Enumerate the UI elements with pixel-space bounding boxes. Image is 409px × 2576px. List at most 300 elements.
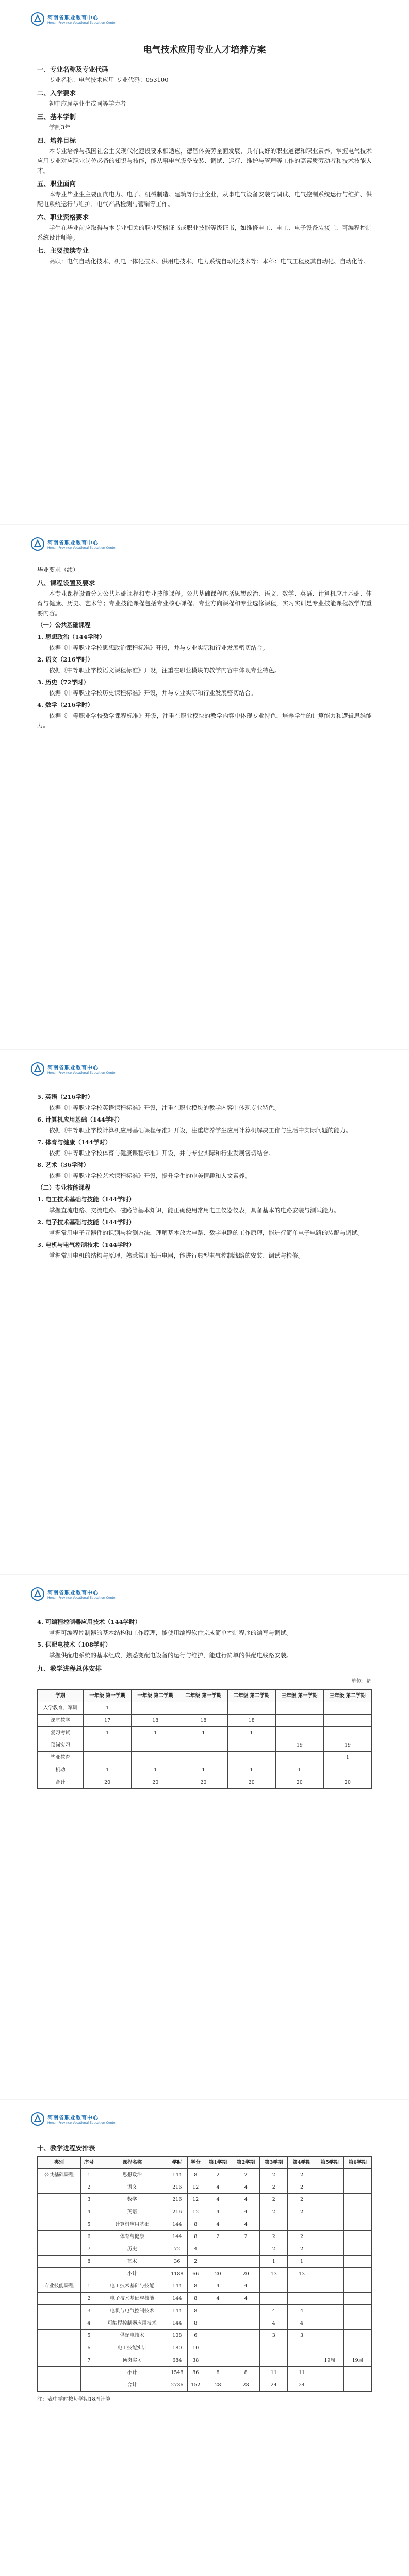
table-cell: 4 bbox=[232, 2206, 260, 2218]
table-cell bbox=[38, 2379, 81, 2392]
org-name-en: Henan Province Vocational Education Center bbox=[47, 1071, 117, 1075]
table-row bbox=[38, 2342, 372, 2354]
table-cell: 艺术 bbox=[97, 2256, 167, 2268]
table-row bbox=[38, 1776, 372, 1789]
table-cell: 4 bbox=[260, 2317, 288, 2330]
paragraph: 依据《中等职业学校思想政治课程标准》开设，并与专业实际和行业发展密切结合。 bbox=[49, 644, 269, 651]
paragraph: 初中应届毕业生或同等学力者 bbox=[49, 100, 126, 107]
table-cell bbox=[343, 2181, 371, 2194]
table-cell bbox=[80, 2367, 97, 2379]
paragraph: 依据《中等职业学校英语课程标准》开设，注重在职业模块的教学内容中体现专业特色。 bbox=[49, 1104, 281, 1111]
table-cell bbox=[179, 1739, 227, 1752]
table-cell bbox=[316, 2367, 343, 2379]
table-cell: 专业技能课程 bbox=[38, 2280, 81, 2293]
table-cell: 2 bbox=[288, 2243, 316, 2256]
page-2 bbox=[0, 525, 409, 1095]
table-cell: 5 bbox=[80, 2330, 97, 2342]
table-cell bbox=[275, 1727, 323, 1739]
table-cell: 20 bbox=[323, 1776, 371, 1789]
table-header-cell: 一年级 第一学期 bbox=[84, 1690, 132, 1702]
table-header-cell: 三年级 第一学期 bbox=[275, 1690, 323, 1702]
table-cell: 4 bbox=[204, 2194, 232, 2206]
paragraph: 掌握供配电系统的基本组成，熟悉变配电设备的运行与维护，能进行简单的供配电线路安装。 bbox=[49, 1652, 292, 1659]
table-cell bbox=[232, 2342, 260, 2354]
page-4 bbox=[0, 1575, 409, 2145]
table-row bbox=[38, 2268, 372, 2280]
table-cell: 小计 bbox=[97, 2268, 167, 2280]
table-cell bbox=[288, 2342, 316, 2354]
table-cell bbox=[288, 2293, 316, 2305]
table-cell bbox=[316, 2256, 343, 2268]
table-cell bbox=[204, 2354, 232, 2367]
section-heading: 五、职业面向 bbox=[37, 180, 76, 188]
table-row bbox=[38, 2367, 372, 2379]
table-row bbox=[38, 2231, 372, 2243]
table-cell: 2 bbox=[204, 2169, 232, 2181]
table-cell bbox=[232, 2330, 260, 2342]
table-cell bbox=[132, 1702, 179, 1715]
table-cell bbox=[204, 2330, 232, 2342]
table-cell: 1 bbox=[227, 1764, 275, 1776]
table-cell: 144 bbox=[167, 2280, 187, 2293]
table-cell: 13 bbox=[288, 2268, 316, 2280]
table-cell: 2 bbox=[260, 2181, 288, 2194]
table-cell: 8 bbox=[187, 2293, 204, 2305]
table-cell: 电工技术基础与技能 bbox=[97, 2280, 167, 2293]
table-cell: 1 bbox=[84, 1764, 132, 1776]
table-cell: 计算机应用基础 bbox=[97, 2218, 167, 2231]
table-cell: 1 bbox=[275, 1764, 323, 1776]
table-cell: 72 bbox=[167, 2243, 187, 2256]
document-title: 电气技术应用专业人才培养方案 bbox=[143, 45, 266, 55]
table-cell bbox=[323, 1727, 371, 1739]
table-cell: 语文 bbox=[97, 2181, 167, 2194]
table-header-cell: 第6学期 bbox=[343, 2157, 371, 2169]
table-cell: 2 bbox=[288, 2194, 316, 2206]
table-cell: 86 bbox=[187, 2367, 204, 2379]
table-cell: 20 bbox=[204, 2268, 232, 2280]
table-cell: 6 bbox=[187, 2330, 204, 2342]
table-cell: 13 bbox=[260, 2268, 288, 2280]
course-heading: 8. 艺术（36学时） bbox=[37, 1161, 90, 1168]
paragraph: 本专业课程设置分为公共基础课程和专业技能课程。公共基础课程包括思想政治、语文、数学、英语、计算机应用基础、体育与健康、历史、艺术等；专业技能课程包括专业核心课程、专业方向课程和专业选修课程，实习实训是专业技能课程教学的重要内容。 bbox=[37, 590, 372, 617]
paragraph: 掌握可编程控制器的基本结构和工作原理，能使用编程软件完成简单控制程序的编写与调试。 bbox=[49, 1629, 292, 1636]
table-cell bbox=[288, 2280, 316, 2293]
table-cell: 11 bbox=[288, 2367, 316, 2379]
table-cell: 108 bbox=[167, 2330, 187, 2342]
table-row bbox=[38, 1715, 372, 1727]
org-logo-icon bbox=[31, 12, 44, 26]
table-cell: 8 bbox=[187, 2305, 204, 2317]
table-cell: 3 bbox=[260, 2330, 288, 2342]
table-cell bbox=[343, 2293, 371, 2305]
table-cell: 8 bbox=[80, 2256, 97, 2268]
table-cell: 1 bbox=[132, 1764, 179, 1776]
table-cell bbox=[323, 1702, 371, 1715]
table-cell: 数学 bbox=[97, 2194, 167, 2206]
table-row bbox=[38, 2256, 372, 2268]
table-row bbox=[38, 1702, 372, 1715]
table-cell: 2 bbox=[260, 2243, 288, 2256]
table-cell: 合计 bbox=[38, 1776, 84, 1789]
table-cell: 毕业教育 bbox=[38, 1752, 84, 1764]
table-cell: 2 bbox=[288, 2231, 316, 2243]
table-cell: 8 bbox=[204, 2367, 232, 2379]
table-cell bbox=[227, 1702, 275, 1715]
table-cell bbox=[204, 2305, 232, 2317]
org-name-en: Henan Province Vocational Education Center bbox=[47, 1596, 117, 1600]
section-heading: 一、专业名称及专业代码 bbox=[37, 65, 108, 73]
table-cell bbox=[84, 1752, 132, 1764]
table-header-cell: 课程名称 bbox=[97, 2157, 167, 2169]
table-cell: 66 bbox=[187, 2268, 204, 2280]
paragraph: 本专业培养与我国社会主义现代化建设要求相适应，德智体美劳全面发展，具有良好的职业道德和职业素养，掌握电气技术应用专业对应职业岗位必备的知识与技能，能从事电气设备安装、调试、运行、维护与管理等工作的高素质劳动者和技术技能人才。 bbox=[37, 147, 372, 174]
table-cell: 供配电技术 bbox=[97, 2330, 167, 2342]
table-cell: 4 bbox=[187, 2243, 204, 2256]
table-cell bbox=[227, 1739, 275, 1752]
table-cell bbox=[275, 1715, 323, 1727]
table-cell: 19周 bbox=[343, 2354, 371, 2367]
table-cell bbox=[232, 2243, 260, 2256]
course-heading: 1. 电工技术基础与技能（144学时） bbox=[37, 1196, 135, 1203]
table-header-cell: 二年级 第一学期 bbox=[179, 1690, 227, 1702]
table-cell: 28 bbox=[204, 2379, 232, 2392]
table-header-cell: 一年级 第二学期 bbox=[132, 1690, 179, 1702]
table-cell bbox=[343, 2256, 371, 2268]
table-cell bbox=[343, 2330, 371, 2342]
table-cell bbox=[38, 2268, 81, 2280]
table-cell bbox=[204, 2342, 232, 2354]
table-cell bbox=[316, 2243, 343, 2256]
table-cell: 入学教育、军训 bbox=[38, 1702, 84, 1715]
table-cell: 5 bbox=[80, 2218, 97, 2231]
course-table bbox=[37, 2156, 372, 2392]
table-cell: 684 bbox=[167, 2354, 187, 2367]
table-header-cell: 第1学期 bbox=[204, 2157, 232, 2169]
paragraph: 高职：电气自动化技术、机电一体化技术、供用电技术、电力系统自动化技术等；本科：电气工程及其自动化、自动化等。 bbox=[49, 258, 369, 265]
table-cell bbox=[232, 2354, 260, 2367]
table-cell: 1 bbox=[84, 1727, 132, 1739]
table-header-cell: 学期 bbox=[38, 1690, 84, 1702]
table-cell: 2 bbox=[260, 2231, 288, 2243]
table-cell bbox=[38, 2206, 81, 2218]
table-cell: 小计 bbox=[97, 2367, 167, 2379]
paragraph: 学生在毕业前应取得与本专业相关的职业资格证书或职业技能等级证书，如维修电工、电工、电子设备装接工、可编程控制系统设计师等。 bbox=[37, 224, 372, 241]
table-cell: 1 bbox=[179, 1764, 227, 1776]
table-row bbox=[38, 2354, 372, 2367]
org-name: 河南省职业教育中心 bbox=[47, 2115, 99, 2121]
table-cell: 38 bbox=[187, 2354, 204, 2367]
page-content bbox=[37, 2140, 372, 2406]
course-heading: 5. 英语（216学时） bbox=[37, 1093, 94, 1100]
table-cell: 20 bbox=[227, 1776, 275, 1789]
page-3 bbox=[0, 1050, 409, 1620]
table-cell bbox=[323, 1715, 371, 1727]
table-cell: 顶岗实习 bbox=[97, 2354, 167, 2367]
table-cell: 历史 bbox=[97, 2243, 167, 2256]
org-name-en: Henan Province Vocational Education Center bbox=[47, 2121, 117, 2125]
paragraph: 本专业毕业生主要面向电力、电子、机械制造、建筑等行业企业，从事电气设备安装与调试、电气控制系统运行与维护、供配电系统运行与维护、电气产品检测与营销等工作。 bbox=[37, 191, 372, 208]
table-header-cell: 三年级 第二学期 bbox=[323, 1690, 371, 1702]
table-cell: 4 bbox=[232, 2280, 260, 2293]
table-cell: 4 bbox=[232, 2218, 260, 2231]
org-name: 河南省职业教育中心 bbox=[47, 1065, 99, 1071]
table-cell: 8 bbox=[187, 2317, 204, 2330]
course-heading: 2. 电子技术基础与技能（144学时） bbox=[37, 1218, 135, 1226]
table-row bbox=[38, 1727, 372, 1739]
table-cell bbox=[227, 1752, 275, 1764]
page-content bbox=[37, 565, 372, 733]
table-cell: 12 bbox=[187, 2194, 204, 2206]
table-row bbox=[38, 2206, 372, 2218]
table-unit: 单位：周 bbox=[351, 1679, 372, 1684]
table-cell bbox=[343, 2194, 371, 2206]
table-cell: 7 bbox=[80, 2354, 97, 2367]
table-cell bbox=[260, 2354, 288, 2367]
table-cell: 4 bbox=[204, 2206, 232, 2218]
section-heading: 四、培养目标 bbox=[37, 137, 76, 144]
table-header-cell: 第3学期 bbox=[260, 2157, 288, 2169]
table-cell: 216 bbox=[167, 2181, 187, 2194]
course-heading: 6. 计算机应用基础（144学时） bbox=[37, 1116, 123, 1123]
table-cell bbox=[80, 2268, 97, 2280]
table-cell bbox=[38, 2354, 81, 2367]
table-cell: 36 bbox=[167, 2256, 187, 2268]
table-cell: 6 bbox=[80, 2342, 97, 2354]
table-cell: 机动 bbox=[38, 1764, 84, 1776]
table-cell bbox=[316, 2379, 343, 2392]
paragraph: 学制3年 bbox=[49, 124, 71, 131]
org-logo-icon bbox=[31, 537, 44, 551]
table-cell: 8 bbox=[187, 2231, 204, 2243]
table-cell: 体育与健康 bbox=[97, 2231, 167, 2243]
table-cell bbox=[343, 2317, 371, 2330]
table-cell bbox=[232, 2317, 260, 2330]
table-cell: 4 bbox=[204, 2181, 232, 2194]
table-row bbox=[38, 2317, 372, 2330]
org-name-en: Henan Province Vocational Education Center bbox=[47, 21, 117, 25]
table-cell bbox=[38, 2317, 81, 2330]
table-cell: 2 bbox=[260, 2206, 288, 2218]
table-cell: 28 bbox=[232, 2379, 260, 2392]
table-cell: 18 bbox=[132, 1715, 179, 1727]
table-row bbox=[38, 2169, 372, 2181]
table-cell bbox=[316, 2218, 343, 2231]
page-header bbox=[31, 2111, 117, 2127]
table-cell: 2 bbox=[260, 2194, 288, 2206]
table-cell bbox=[260, 2280, 288, 2293]
table-cell bbox=[343, 2342, 371, 2354]
table-cell bbox=[232, 2305, 260, 2317]
table-cell: 2 bbox=[288, 2206, 316, 2218]
page-header bbox=[31, 536, 117, 552]
table-cell bbox=[343, 2305, 371, 2317]
table-cell: 4 bbox=[232, 2194, 260, 2206]
table-cell bbox=[316, 2342, 343, 2354]
table-cell: 20 bbox=[132, 1776, 179, 1789]
table-row bbox=[38, 2330, 372, 2342]
table-cell: 思想政治 bbox=[97, 2169, 167, 2181]
table-cell: 180 bbox=[167, 2342, 187, 2354]
section-heading: 七、主要接续专业 bbox=[37, 247, 89, 255]
section-heading: 六、职业资格要求 bbox=[37, 213, 89, 221]
table-cell: 4 bbox=[204, 2218, 232, 2231]
table-cell bbox=[343, 2218, 371, 2231]
table-cell: 17 bbox=[84, 1715, 132, 1727]
paragraph: 依据《中等职业学校艺术课程标准》开设，提升学生的审美情趣和人文素养。 bbox=[49, 1172, 251, 1179]
section-heading: 八、课程设置及要求 bbox=[37, 579, 95, 587]
table-header-cell: 第2学期 bbox=[232, 2157, 260, 2169]
table-cell bbox=[38, 2330, 81, 2342]
table-cell: 4 bbox=[260, 2305, 288, 2317]
table-cell: 3 bbox=[80, 2194, 97, 2206]
paragraph: 依据《中等职业学校体育与健康课程标准》开设，并与专业实际和行业发展密切结合。 bbox=[49, 1149, 274, 1157]
table-cell bbox=[80, 2379, 97, 2392]
table-cell bbox=[323, 1764, 371, 1776]
paragraph: 依据《中等职业学校计算机应用基础课程标准》开设，注重培养学生应用计算机解决工作与生活中实际问题的能力。 bbox=[49, 1127, 352, 1134]
table-cell: 144 bbox=[167, 2293, 187, 2305]
paragraph: 依据《中等职业学校历史课程标准》开设，并与专业实际和行业发展密切结合。 bbox=[49, 689, 257, 697]
table-cell bbox=[343, 2268, 371, 2280]
table-cell: 19 bbox=[275, 1739, 323, 1752]
table-cell: 2 bbox=[204, 2231, 232, 2243]
table-cell bbox=[260, 2342, 288, 2354]
section-heading: 九、教学进程总体安排 bbox=[37, 1665, 102, 1672]
table-cell: 4 bbox=[288, 2305, 316, 2317]
table-cell: 1 bbox=[323, 1752, 371, 1764]
table-row bbox=[38, 2305, 372, 2317]
table-cell: 18 bbox=[227, 1715, 275, 1727]
table-cell: 英语 bbox=[97, 2206, 167, 2218]
section-heading: 二、入学要求 bbox=[37, 89, 76, 97]
table-cell bbox=[288, 2354, 316, 2367]
table-header-cell: 学时 bbox=[167, 2157, 187, 2169]
table-cell: 电工技能实训 bbox=[97, 2342, 167, 2354]
table-cell: 19周 bbox=[316, 2354, 343, 2367]
table-cell bbox=[204, 2243, 232, 2256]
org-logo-icon bbox=[31, 1062, 44, 1076]
table-cell: 电子技术基础与技能 bbox=[97, 2293, 167, 2305]
page-header bbox=[31, 1586, 117, 1602]
course-heading: 1. 思想政治（144学时） bbox=[37, 633, 106, 640]
org-name: 河南省职业教育中心 bbox=[47, 540, 99, 546]
table-header-cell: 二年级 第二学期 bbox=[227, 1690, 275, 1702]
course-heading: 4. 可编程控制器应用技术（144学时） bbox=[37, 1618, 141, 1625]
table-cell bbox=[84, 1739, 132, 1752]
table-cell bbox=[316, 2280, 343, 2293]
table-cell: 144 bbox=[167, 2317, 187, 2330]
table-row bbox=[38, 2280, 372, 2293]
table-cell bbox=[275, 1702, 323, 1715]
table-cell bbox=[316, 2169, 343, 2181]
table-cell bbox=[316, 2194, 343, 2206]
table-cell: 20 bbox=[232, 2268, 260, 2280]
subsection-heading: （二）专业技能课程 bbox=[37, 1184, 91, 1191]
org-name-en: Henan Province Vocational Education Center bbox=[47, 546, 117, 550]
table-cell: 19 bbox=[323, 1739, 371, 1752]
page-content bbox=[37, 1090, 372, 1263]
paragraph: 依据《中等职业学校语文课程标准》开设，注重在职业模块的教学内容中体现专业特色。 bbox=[49, 667, 281, 674]
table-cell: 8 bbox=[187, 2169, 204, 2181]
table-header-cell: 类别 bbox=[38, 2157, 81, 2169]
table-row bbox=[38, 1764, 372, 1776]
table-cell bbox=[38, 2342, 81, 2354]
course-heading: 5. 供配电技术（108学时） bbox=[37, 1641, 111, 1648]
table-cell: 2 bbox=[232, 2231, 260, 2243]
schedule-table bbox=[37, 1689, 372, 1789]
table-cell: 144 bbox=[167, 2231, 187, 2243]
table-cell: 2 bbox=[260, 2169, 288, 2181]
table-cell: 8 bbox=[187, 2218, 204, 2231]
table-cell bbox=[288, 2218, 316, 2231]
table-cell: 1 bbox=[132, 1727, 179, 1739]
table-cell: 216 bbox=[167, 2194, 187, 2206]
table-cell: 2 bbox=[187, 2256, 204, 2268]
table-row bbox=[38, 2218, 372, 2231]
table-cell: 4 bbox=[80, 2206, 97, 2218]
table-note: 注：表中学时按每学期18周计算。 bbox=[37, 2397, 116, 2402]
paragraph: 专业名称：电气技术应用 专业代码：053100 bbox=[49, 76, 169, 83]
table-cell: 4 bbox=[204, 2280, 232, 2293]
table-cell bbox=[343, 2243, 371, 2256]
section-heading: 三、基本学制 bbox=[37, 113, 76, 121]
table-row bbox=[38, 2293, 372, 2305]
table-row bbox=[38, 2243, 372, 2256]
table-cell bbox=[343, 2379, 371, 2392]
org-name: 河南省职业教育中心 bbox=[47, 1590, 99, 1596]
table-cell bbox=[316, 2231, 343, 2243]
table-cell bbox=[179, 1752, 227, 1764]
table-cell bbox=[232, 2256, 260, 2268]
table-cell: 20 bbox=[275, 1776, 323, 1789]
table-cell bbox=[38, 2231, 81, 2243]
table-cell: 18 bbox=[179, 1715, 227, 1727]
page-content bbox=[37, 1615, 372, 1792]
table-cell: 216 bbox=[167, 2206, 187, 2218]
table-cell: 4 bbox=[288, 2317, 316, 2330]
table-cell: 11 bbox=[260, 2367, 288, 2379]
table-cell: 1548 bbox=[167, 2367, 187, 2379]
table-cell bbox=[38, 2367, 81, 2379]
table-cell bbox=[316, 2206, 343, 2218]
paragraph: 毕业要求（续） bbox=[37, 566, 79, 573]
table-cell: 6 bbox=[80, 2231, 97, 2243]
table-cell: 2 bbox=[288, 2169, 316, 2181]
table-cell: 2 bbox=[232, 2169, 260, 2181]
table-header-cell: 序号 bbox=[80, 2157, 97, 2169]
course-heading: 7. 体育与健康（144学时） bbox=[37, 1139, 111, 1146]
table-cell: 7 bbox=[80, 2243, 97, 2256]
table-cell: 1 bbox=[80, 2169, 97, 2181]
subsection-heading: （一）公共基础课程 bbox=[37, 621, 91, 629]
table-header-cell: 第4学期 bbox=[288, 2157, 316, 2169]
table-cell: 4 bbox=[232, 2293, 260, 2305]
paragraph: 依据《中等职业学校数学课程标准》开设，注重在职业模块的教学内容中体现专业特色，培养学生的计算能力和逻辑思维能力。 bbox=[37, 712, 372, 729]
table-cell: 2 bbox=[288, 2181, 316, 2194]
table-cell bbox=[260, 2293, 288, 2305]
org-logo-icon bbox=[31, 1587, 44, 1601]
table-cell bbox=[38, 2218, 81, 2231]
table-cell bbox=[275, 1752, 323, 1764]
table-cell: 1 bbox=[84, 1702, 132, 1715]
table-cell: 10 bbox=[187, 2342, 204, 2354]
table-cell: 1188 bbox=[167, 2268, 187, 2280]
table-cell: 1 bbox=[179, 1727, 227, 1739]
table-cell bbox=[38, 2305, 81, 2317]
table-cell: 4 bbox=[80, 2317, 97, 2330]
table-cell: 1 bbox=[227, 1727, 275, 1739]
table-cell: 课堂教学 bbox=[38, 1715, 84, 1727]
